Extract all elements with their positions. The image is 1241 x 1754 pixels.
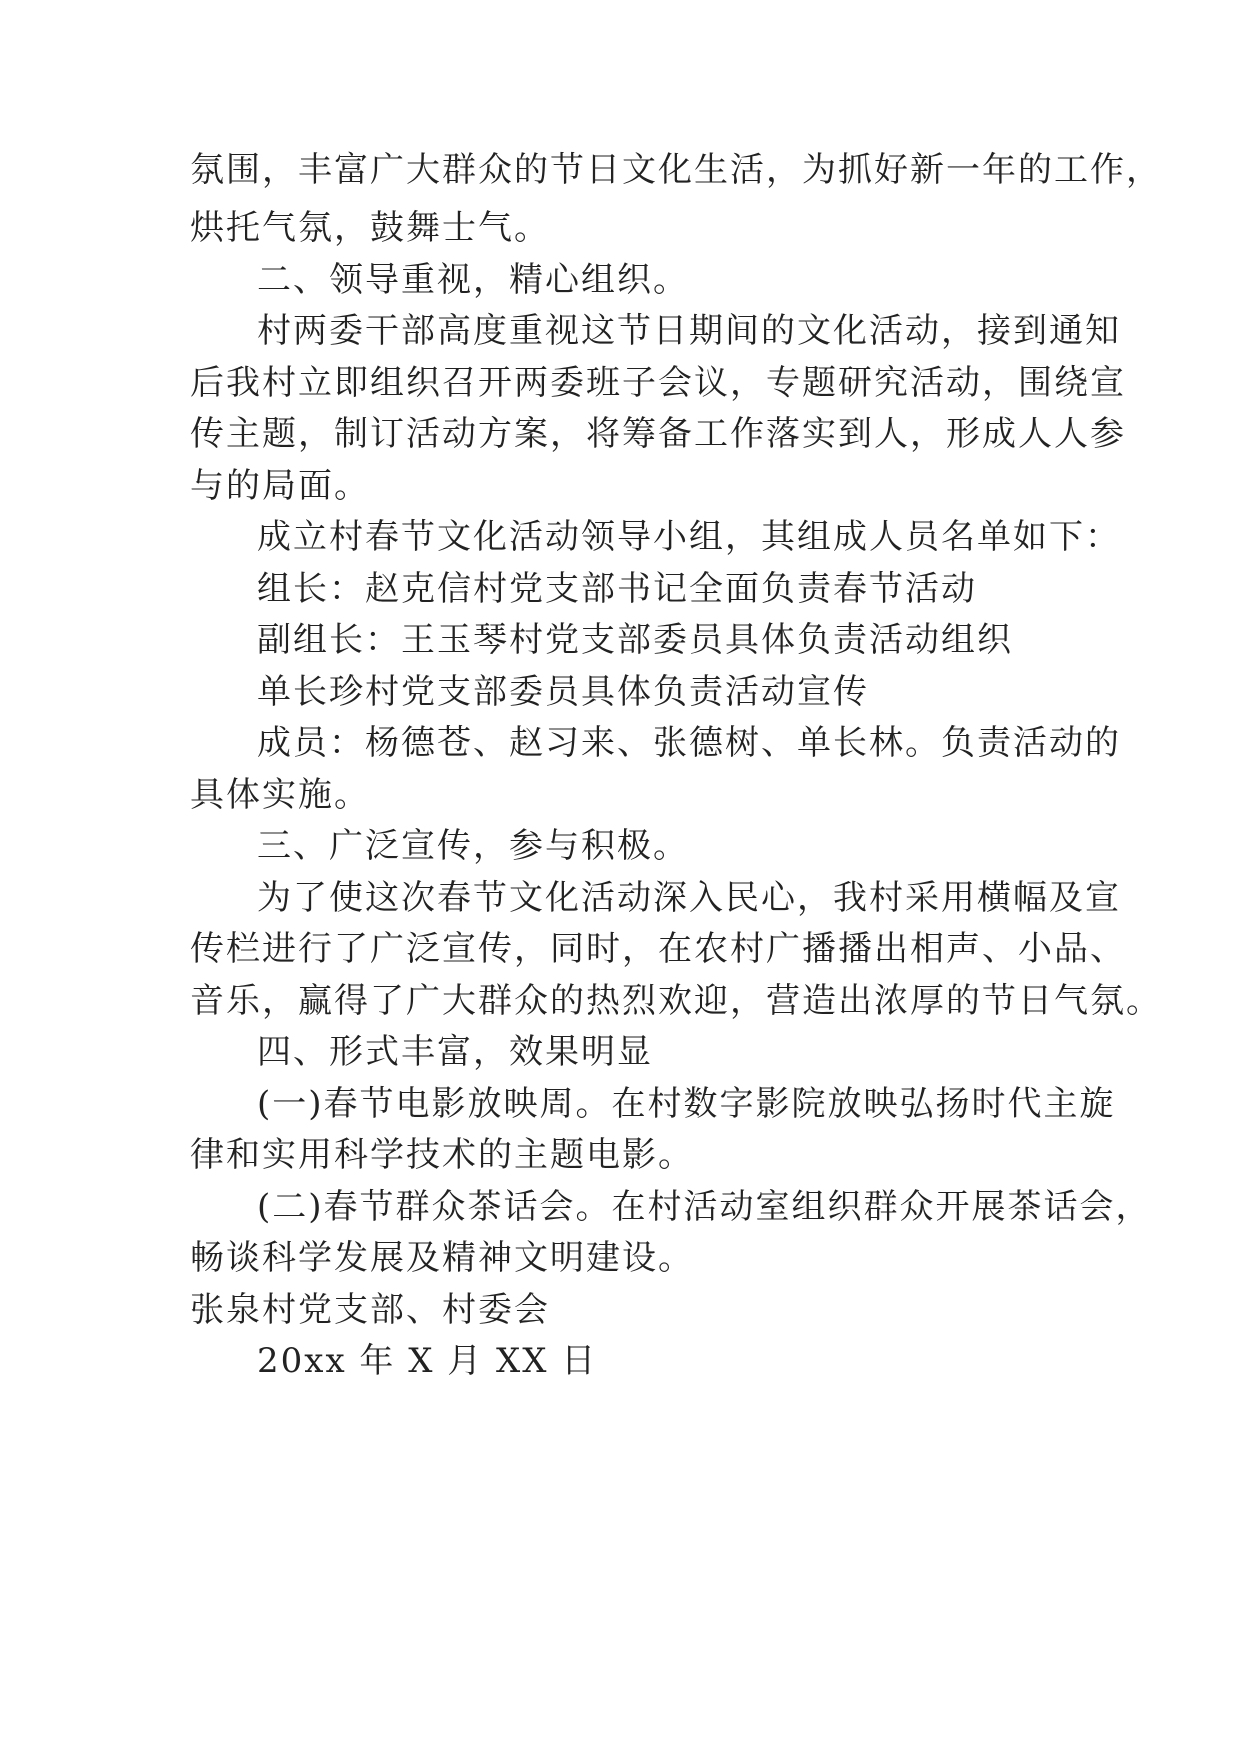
paragraph-line: 为了使这次春节文化活动深入民心，我村采用横幅及宣	[257, 878, 1121, 918]
paragraph-line: 传栏进行了广泛宣传，同时，在农村广播播出相声、小品、	[190, 929, 1126, 969]
paragraph-line: (一)春节电影放映周。在村数字影院放映弘扬时代主旋	[257, 1084, 1116, 1124]
member-line: 成员：杨德苍、赵习来、张德树、单长林。负责活动的	[257, 723, 1121, 763]
section-heading: 四、形式丰富，效果明显	[257, 1032, 653, 1072]
paragraph-line: 音乐，赢得了广大群众的热烈欢迎，营造出浓厚的节日气氛。	[190, 981, 1162, 1021]
paragraph-line: (二)春节群众茶话会。在村活动室组织群众开展茶话会，	[257, 1187, 1152, 1227]
paragraph-line: 氛围，丰富广大群众的节日文化生活，为抓好新一年的工作，	[190, 150, 1162, 190]
paragraph-line: 具体实施。	[190, 775, 370, 815]
paragraph-line: 畅谈科学发展及精神文明建设。	[190, 1238, 694, 1278]
paragraph-line: 律和实用科学技术的主题电影。	[190, 1135, 694, 1175]
member-line: 副组长：王玉琴村党支部委员具体负责活动组织	[257, 620, 1013, 660]
member-line: 单长珍村党支部委员具体负责活动宣传	[257, 672, 869, 712]
signature: 张泉村党支部、村委会	[190, 1290, 550, 1330]
paragraph-line: 村两委干部高度重视这节日期间的文化活动，接到通知	[257, 311, 1121, 351]
date: 20xx 年 X 月 XX 日	[257, 1341, 598, 1381]
section-heading: 三、广泛宣传，参与积极。	[257, 826, 689, 866]
paragraph-line: 传主题，制订活动方案，将筹备工作落实到人，形成人人参	[190, 414, 1126, 454]
paragraph-line: 烘托气氛，鼓舞士气。	[190, 208, 550, 248]
section-heading: 二、领导重视，精心组织。	[257, 260, 689, 300]
paragraph-line: 后我村立即组织召开两委班子会议，专题研究活动，围绕宣	[190, 363, 1126, 403]
paragraph-line: 与的局面。	[190, 466, 370, 506]
member-line: 组长：赵克信村党支部书记全面负责春节活动	[257, 569, 977, 609]
paragraph-line: 成立村春节文化活动领导小组，其组成人员名单如下：	[257, 517, 1121, 557]
